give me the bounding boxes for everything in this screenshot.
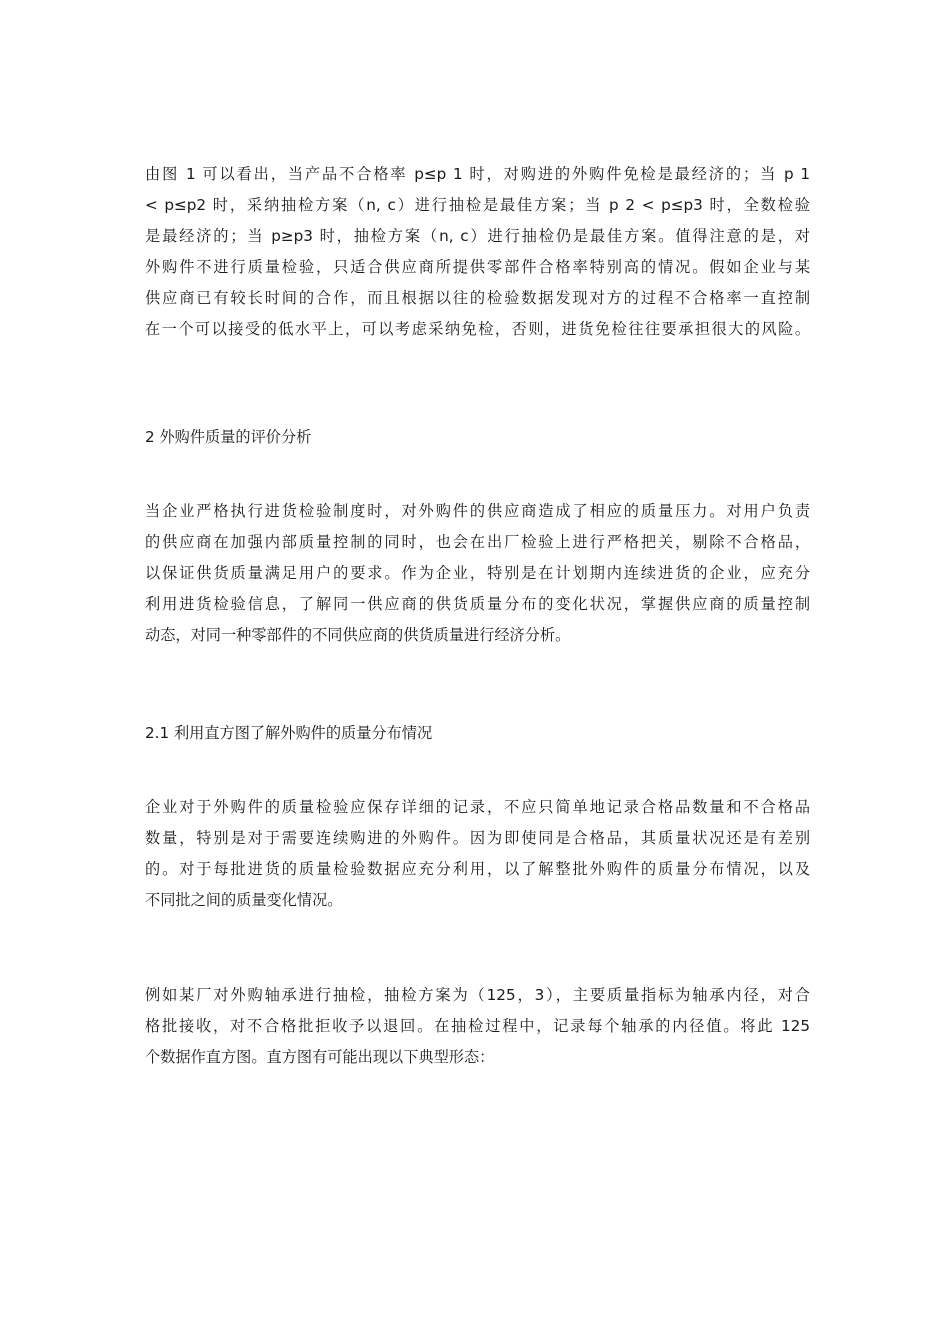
paragraph-line: 以保证供货质量满足用户的要求。作为企业，特别是在计划期内连续进货的企业，应充分 xyxy=(145,564,810,582)
section-heading-2: 2 外购件质量的评价分析 xyxy=(145,428,312,446)
paragraph-line: 的。对于每批进货的质量检验数据应充分利用，以了解整批外购件的质量分布情况，以及 xyxy=(145,860,810,878)
paragraph-4 xyxy=(145,980,810,1073)
paragraph-line: 利用进货检验信息，了解同一供应商的供货质量分布的变化状况，掌握供应商的质量控制 xyxy=(145,595,810,613)
paragraph-line: 个数据作直方图。直方图有可能出现以下典型形态： xyxy=(145,1048,495,1066)
paragraph-2 xyxy=(145,496,810,651)
paragraph-line: 由图 1 可以看出，当产品不合格率 p≤p 1 时，对购进的外购件免检是最经济的；当 p 1 xyxy=(145,165,810,183)
paragraph-3 xyxy=(145,792,810,916)
paragraph-line: < p≤p2 时，采纳抽检方案（n, c）进行抽检是最佳方案；当 p 2 < p≤p3 时，全数检验 xyxy=(145,196,810,214)
paragraph-line: 是最经济的；当 p≥p3 时，抽检方案（n, c）进行抽检仍是最佳方案。值得注意的是，对 xyxy=(145,227,810,245)
paragraph-line: 外购件不进行质量检验，只适合供应商所提供零部件合格率特别高的情况。假如企业与某 xyxy=(145,258,810,276)
paragraph-line: 企业对于外购件的质量检验应保存详细的记录，不应只简单地记录合格品数量和不合格品 xyxy=(145,798,810,816)
section-heading-2-1: 2.1 利用直方图了解外购件的质量分布情况 xyxy=(145,724,433,742)
paragraph-line: 不同批之间的质量变化情况。 xyxy=(145,891,343,909)
paragraph-line: 格批接收，对不合格批拒收予以退回。在抽检过程中，记录每个轴承的内径值。将此 125 xyxy=(145,1017,810,1035)
paragraph-line: 在一个可以接受的低水平上，可以考虑采纳免检，否则，进货免检往往要承担很大的风险。 xyxy=(145,320,810,338)
paragraph-line: 数量，特别是对于需要连续购进的外购件。因为即使同是合格品，其质量状况还是有差别 xyxy=(145,829,810,847)
paragraph-line: 例如某厂对外购轴承进行抽检，抽检方案为（125，3），主要质量指标为轴承内径，对合 xyxy=(145,986,810,1004)
paragraph-line: 供应商已有较长时间的合作，而且根据以往的检验数据发现对方的过程不合格率一直控制 xyxy=(145,289,810,307)
paragraph-line: 的供应商在加强内部质量控制的同时，也会在出厂检验上进行严格把关，剔除不合格品， xyxy=(145,533,810,551)
paragraph-1 xyxy=(145,159,810,345)
paragraph-line: 当企业严格执行进货检验制度时，对外购件的供应商造成了相应的质量压力。对用户负责 xyxy=(145,502,810,520)
paragraph-line: 动态，对同一种零部件的不同供应商的供货质量进行经济分析。 xyxy=(145,626,571,644)
